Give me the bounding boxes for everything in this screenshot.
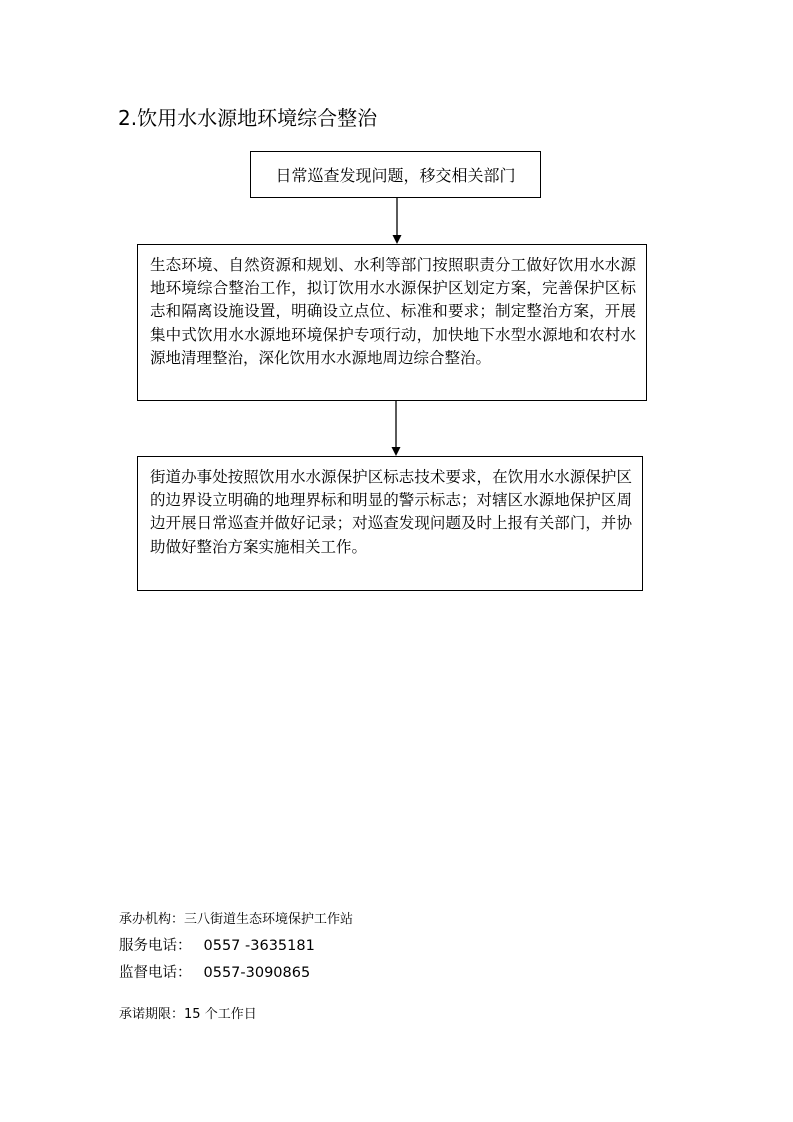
supervision-phone-value: 0557-3090865	[203, 965, 311, 981]
flow-step-2	[137, 244, 647, 401]
flow-arrow-1	[393, 198, 402, 244]
section-title: 2.饮用水水源地环境综合整治	[118, 106, 378, 130]
organizer-line	[119, 908, 353, 927]
service-phone-line	[119, 934, 315, 955]
deadline-value: 15 个工作日	[184, 1007, 257, 1022]
service-phone-label: 服务电话：	[119, 938, 192, 954]
deadline-line	[119, 1003, 257, 1022]
organizer-value: 三八街道生态环境保护工作站	[184, 912, 354, 927]
organizer-label: 承办机构：	[119, 912, 185, 927]
flow-step-1	[250, 151, 541, 198]
flow-step-3	[137, 456, 643, 591]
deadline-label: 承诺期限：	[119, 1007, 185, 1022]
flow-step-3-text: 街道办事处按照饮用水水源保护区标志技术要求，在饮用水水源保护区的边界设立明确的地理界标和明显的警示标志；对辖区水源地保护区周边开展日常巡查并做好记录；对巡查发现问题及时上报有关部门，并协助做好整治方案实施相关工作。	[150, 468, 632, 556]
flow-arrow-2	[392, 401, 401, 456]
supervision-phone-line	[119, 961, 310, 982]
supervision-phone-label: 监督电话：	[119, 965, 192, 981]
service-phone-value: 0557 -3635181	[203, 938, 315, 954]
flow-step-2-text: 生态环境、自然资源和规划、水利等部门按照职责分工做好饮用水水源地环境综合整治工作，拟订饮用水水源保护区划定方案，完善保护区标志和隔离设施设置，明确设立点位、标准和要求；制定整治方案，开展集中式饮用水水源地环境保护专项行动，加快地下水型水源地和农村水源地清理整治，深化饮用水水源地周边综合整治。	[150, 256, 636, 367]
flow-step-1-text: 日常巡查发现问题，移交相关部门	[275, 166, 516, 185]
